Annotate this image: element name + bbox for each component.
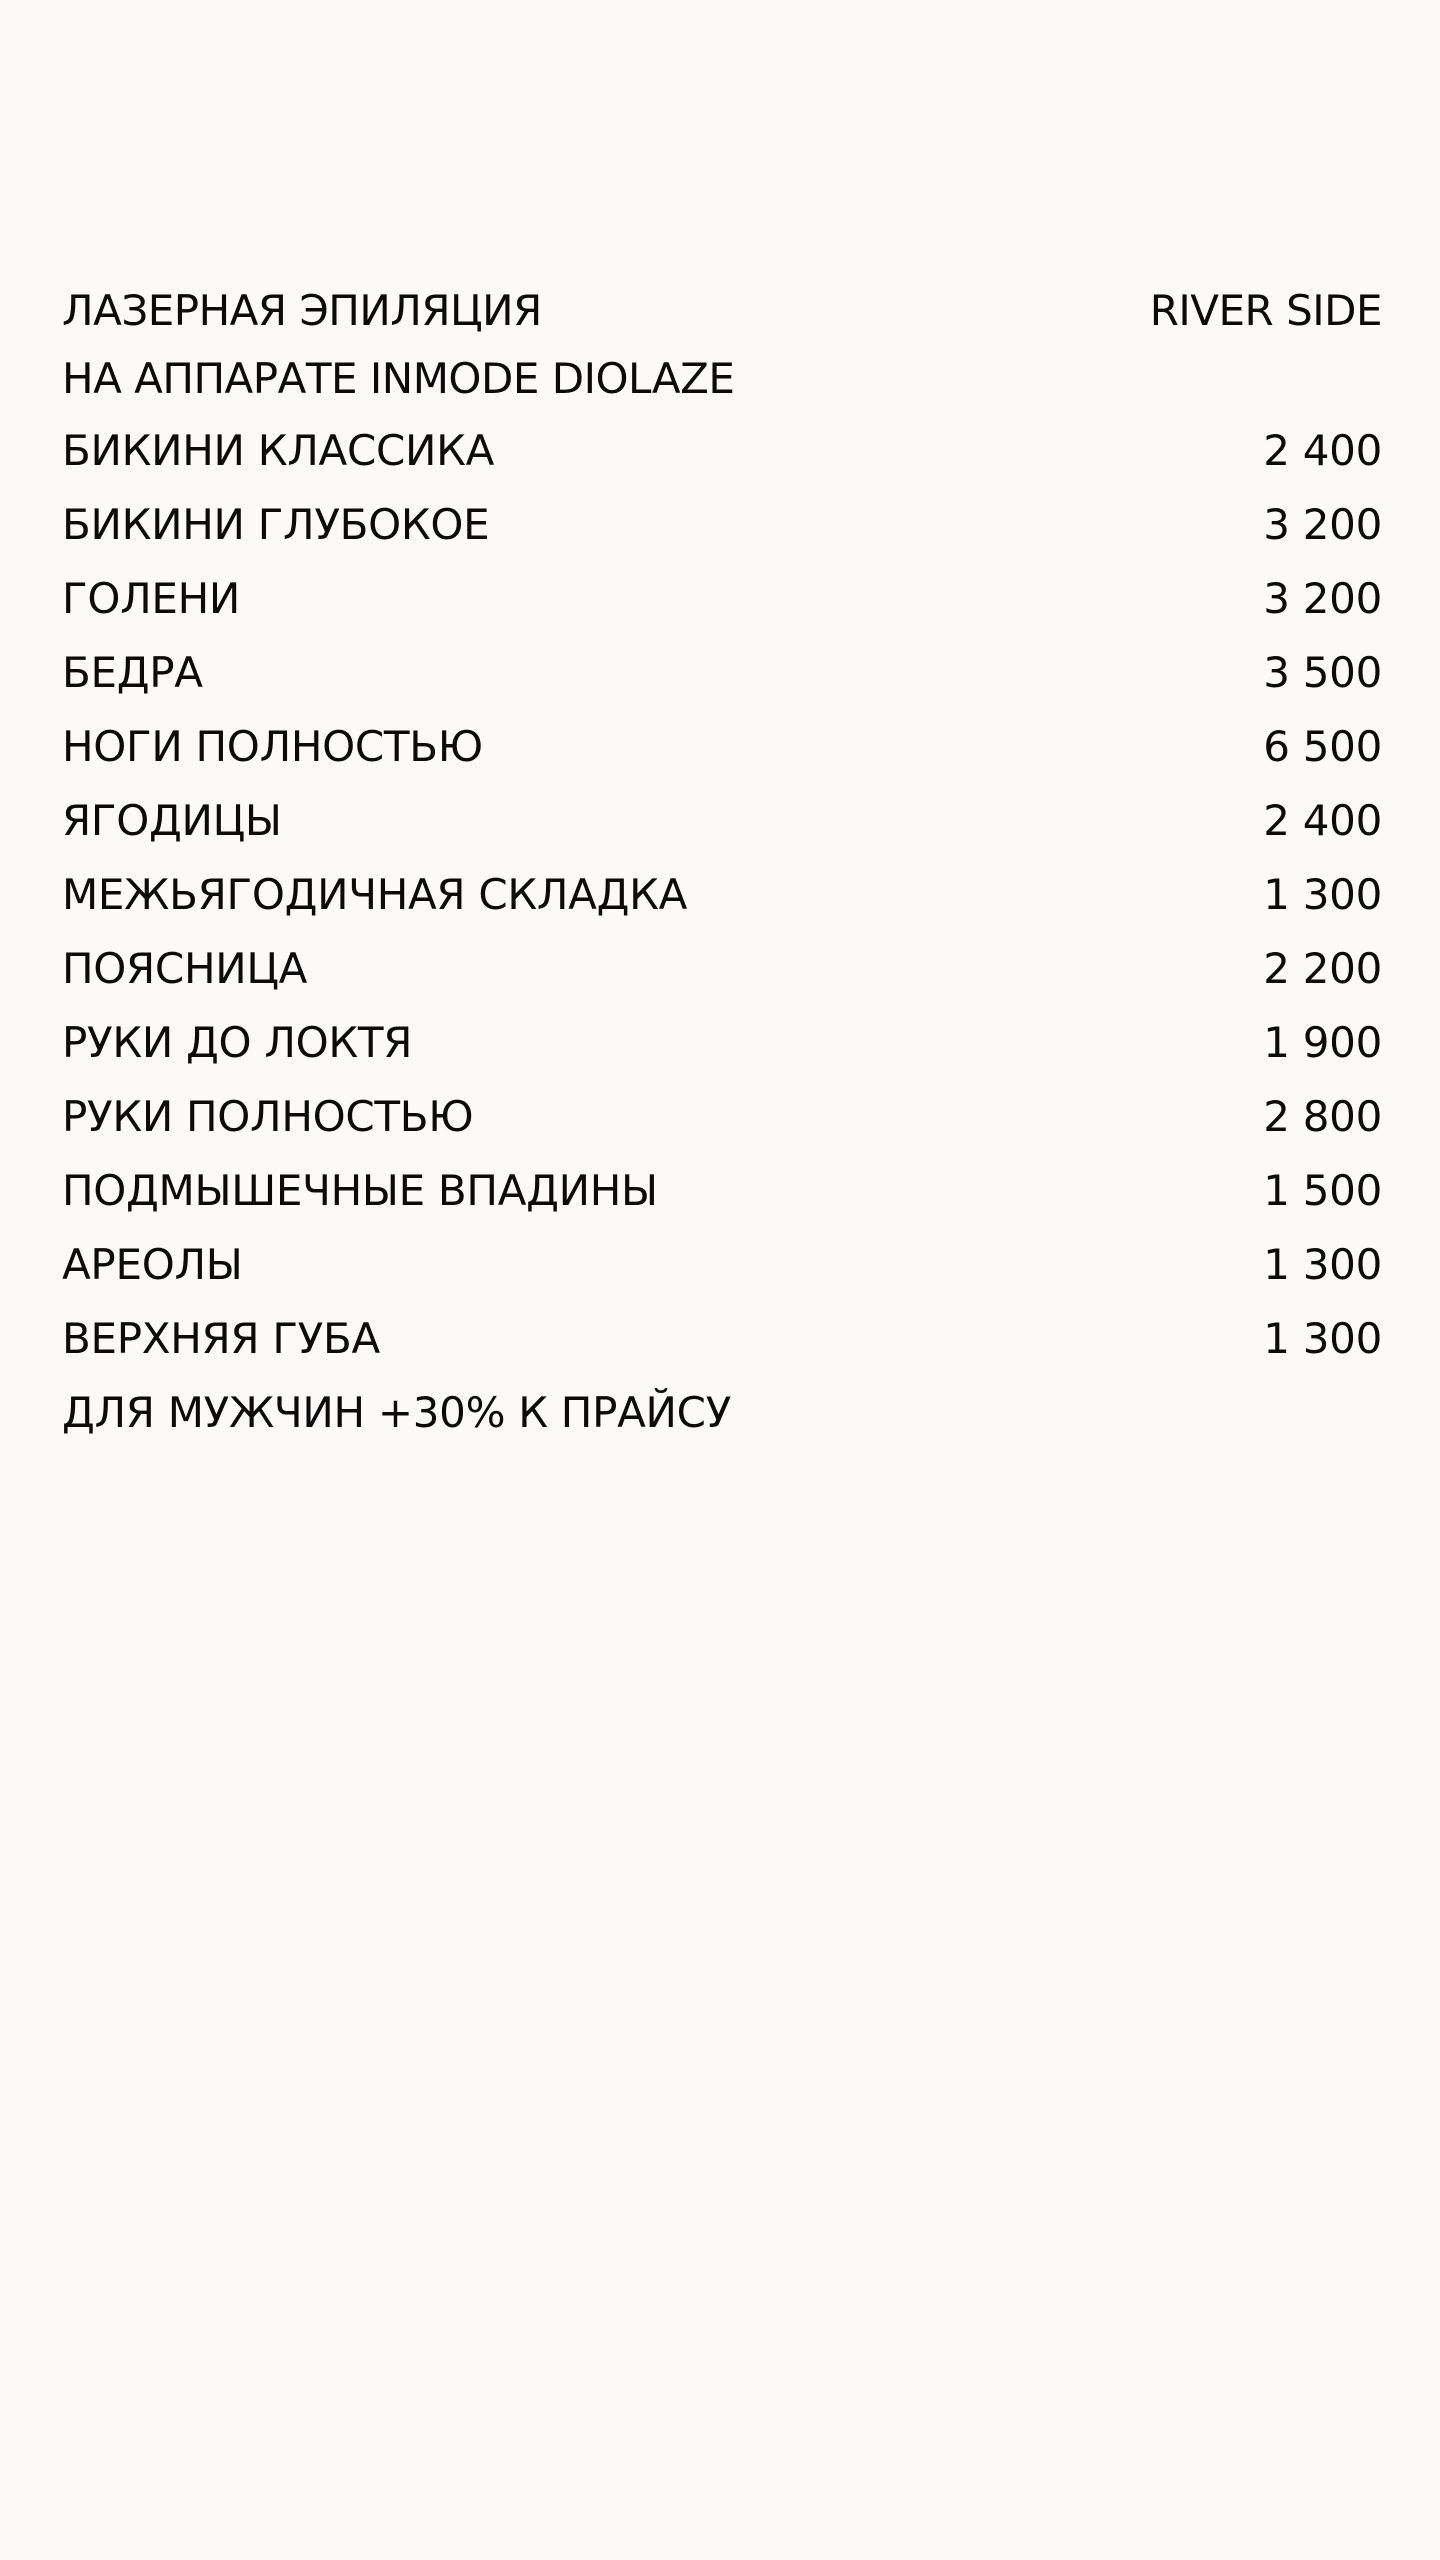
list-item [62,488,1382,562]
service-price: 2 800 [1263,1092,1382,1141]
service-price: 2 400 [1263,426,1382,475]
service-name: ПОЯСНИЦА [62,944,308,993]
service-price: 1 300 [1263,1314,1382,1363]
list-item [62,932,1382,1006]
list-item [62,858,1382,932]
service-name: БИКИНИ КЛАССИКА [62,426,495,475]
list-item [62,1228,1382,1302]
service-name: ЯГОДИЦЫ [62,796,282,845]
service-price: 1 300 [1263,1240,1382,1289]
header [62,278,1382,344]
list-item [62,1302,1382,1376]
service-name: ПОДМЫШЕЧНЫЕ ВПАДИНЫ [62,1166,658,1215]
list-item [62,562,1382,636]
section-subtitle: НА АППАРАТЕ INMODE DIOLAZE [62,354,735,403]
service-price: 2 200 [1263,944,1382,993]
service-price: 3 500 [1263,648,1382,697]
service-name: РУКИ ДО ЛОКТЯ [62,1018,413,1067]
list-item [62,414,1382,488]
footnote: ДЛЯ МУЖЧИН +30% К ПРАЙСУ [62,1388,731,1437]
location-label: RIVER SIDE [1149,286,1382,335]
service-price: 6 500 [1263,722,1382,771]
service-name: БЕДРА [62,648,203,697]
list-item [62,1080,1382,1154]
service-price: 1 900 [1263,1018,1382,1067]
service-price: 2 400 [1263,796,1382,845]
price-sheet [62,278,1382,1450]
list-item [62,636,1382,710]
service-name: ВЕРХНЯЯ ГУБА [62,1314,380,1363]
service-name: БИКИНИ ГЛУБОКОЕ [62,500,490,549]
service-name: ГОЛЕНИ [62,574,240,623]
service-name: НОГИ ПОЛНОСТЬЮ [62,722,483,771]
service-price: 3 200 [1263,574,1382,623]
service-name: АРЕОЛЫ [62,1240,243,1289]
list-item [62,784,1382,858]
service-price: 1 500 [1263,1166,1382,1215]
service-price: 3 200 [1263,500,1382,549]
service-name: МЕЖЬЯГОДИЧНАЯ СКЛАДКА [62,870,688,919]
service-name: РУКИ ПОЛНОСТЬЮ [62,1092,474,1141]
price-list [62,414,1382,1376]
list-item [62,710,1382,784]
list-item [62,1154,1382,1228]
service-price: 1 300 [1263,870,1382,919]
section-title: ЛАЗЕРНАЯ ЭПИЛЯЦИЯ [62,286,542,335]
list-item [62,1006,1382,1080]
